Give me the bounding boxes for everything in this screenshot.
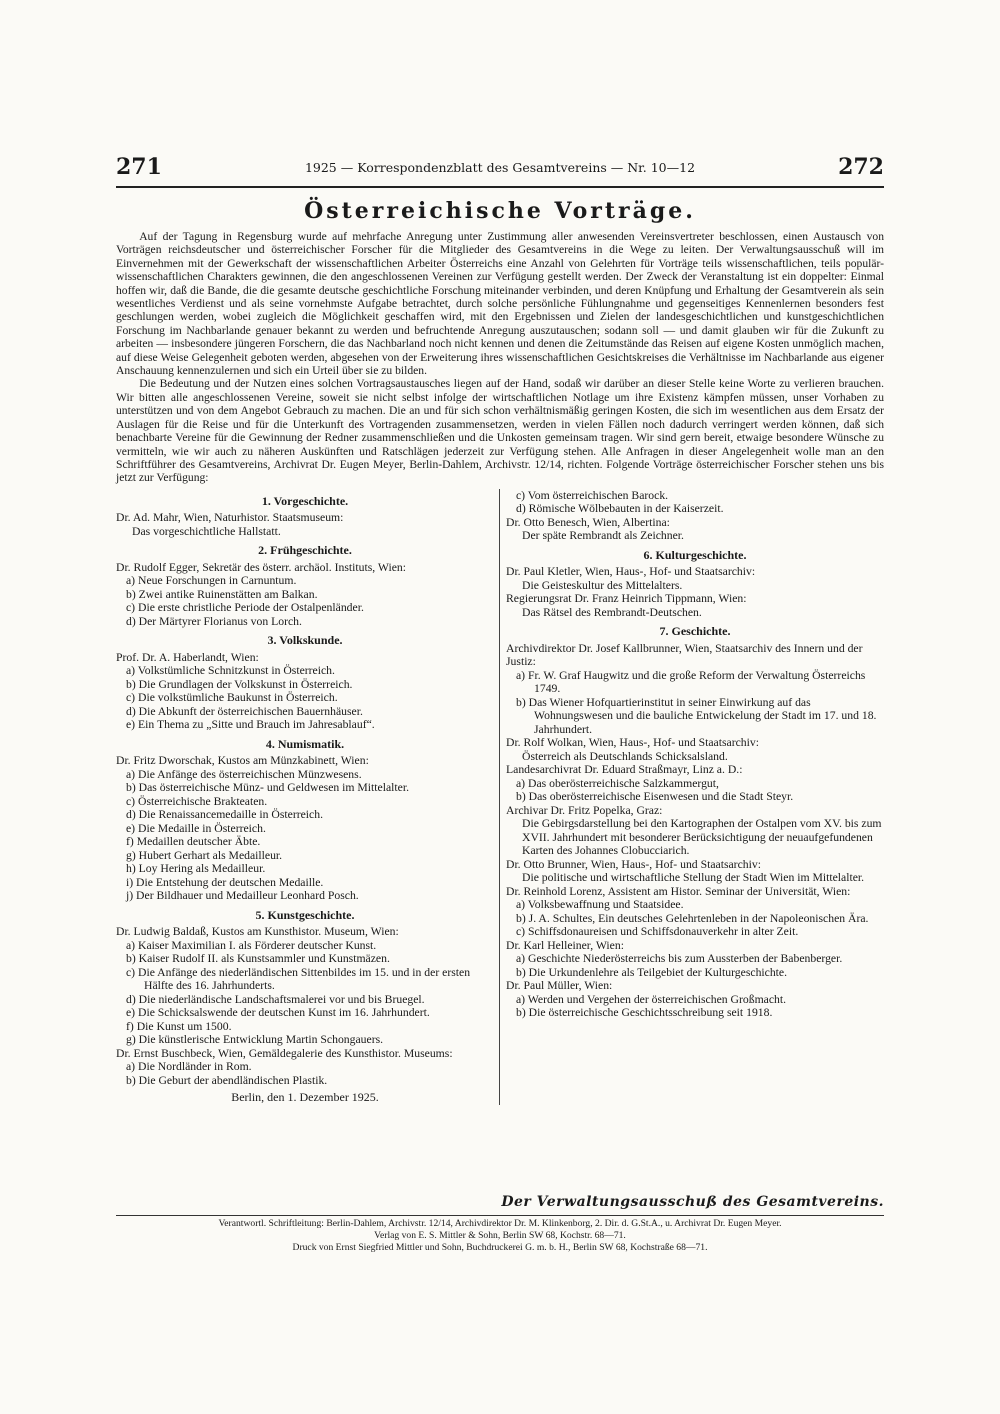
lecture-topic: b) Die österreichische Geschichtsschreibung seit 1918. — [516, 1006, 773, 1020]
lecture-topic: b) J. A. Schultes, Ein deutsches Gelehrtenleben in der Napoleonischen Ära. — [516, 911, 869, 925]
lecture-topic: a) Neue Forschungen in Carnuntum. — [126, 574, 297, 588]
lecture-topic: b) Die Geburt der abendländischen Plastik. — [126, 1073, 328, 1087]
lecturer-entry — [506, 642, 884, 737]
topic-list — [116, 574, 494, 628]
topic-list — [506, 669, 884, 737]
lecture-topic: e) Die Schicksalswende der deutschen Kunst im 16. Jahrhundert. — [126, 1006, 430, 1020]
lecture-topic: Der späte Rembrandt als Zeichner. — [522, 529, 684, 543]
topic-list — [506, 898, 884, 939]
lecture-topic: c) Österreichische Brakteaten. — [126, 794, 268, 808]
lecturer: Regierungsrat Dr. Franz Heinrich Tippmann, Wien: — [506, 592, 747, 606]
lecturer: Landesarchivrat Dr. Eduard Straßmayr, Linz a. D.: — [506, 763, 743, 777]
lecture-topic: e) Ein Thema zu „Sitte und Brauch im Jahresablauf“. — [126, 718, 375, 732]
lecture-topic: g) Hubert Gerhart als Medailleur. — [126, 848, 283, 862]
lecture-topic: c) Die erste christliche Periode der Ostalpenländer. — [126, 601, 364, 615]
lecture-topic: h) Loy Hering als Medailleur. — [126, 862, 266, 876]
lecture-topic: c) Vom österreichischen Barock. — [516, 488, 669, 502]
lecture-topic: b) Die Urkundenlehre als Teilgebiet der Kulturgeschichte. — [516, 965, 788, 979]
imprint-footer — [116, 1215, 884, 1254]
section-title: 5. Kunstgeschichte. — [255, 907, 355, 922]
topic-list — [506, 952, 884, 979]
lecturer: Dr. Ad. Mahr, Wien, Naturhistor. Staatsmuseum: — [116, 511, 344, 525]
running-title: 1925 — Korrespondenzblatt des Gesamtvereins — Nr. 10—12 — [304, 160, 696, 175]
left-column — [116, 489, 494, 1105]
lecture-topic: a) Werden und Vergehen der österreichischen Großmacht. — [516, 992, 787, 1006]
topic-list — [506, 993, 884, 1020]
lecture-topic: g) Die künstlerische Entwicklung Martin Schongauers. — [126, 1033, 384, 1047]
lecturer-entry — [506, 858, 884, 885]
topic-list — [506, 777, 884, 804]
topic-list — [116, 1060, 494, 1087]
page — [116, 152, 884, 1105]
lecture-topic: Das Rätsel des Rembrandt-Deutschen. — [522, 605, 702, 619]
lecturer-entry — [506, 939, 884, 980]
lecture-topic: a) Volksbewaffnung und Staatsidee. — [516, 898, 684, 912]
topic-list — [506, 489, 884, 516]
lecturer: Archivdirektor Dr. Josef Kallbrunner, Wien, Staatsarchiv des Innern und der Justiz: — [506, 641, 863, 669]
page-number-left: 271 — [116, 154, 162, 180]
publisher-line: Verlag von E. S. Mittler & Sohn, Berlin SW 68, Kochstr. 68—71. — [374, 1230, 626, 1241]
lecturer: Dr. Rudolf Egger, Sekretär des österr. archäol. Instituts, Wien: — [116, 560, 406, 574]
printer-line: Druck von Ernst Siegfried Mittler und Sohn, Buchdruckerei G. m. b. H., Berlin SW 68, Kochstraße 68—71. — [292, 1242, 708, 1253]
lecture-topic: f) Medaillen deutscher Äbte. — [126, 835, 261, 849]
lecturer-entry — [116, 561, 494, 629]
lecture-topic: d) Die niederländische Landschaftsmalerei vor und bis Bruegel. — [126, 992, 425, 1006]
lecture-topic: a) Das oberösterreichische Salzkammergut, — [516, 776, 719, 790]
section-title: 7. Geschichte. — [659, 624, 731, 639]
lecturer-entry — [116, 651, 494, 732]
lecture-topic: d) Die Renaissancemedaille in Österreich. — [126, 808, 323, 822]
lecture-topic: f) Die Kunst um 1500. — [126, 1019, 232, 1033]
lecturer: Dr. Ludwig Baldaß, Kustos am Kunsthistor. Museum, Wien: — [116, 925, 399, 939]
lecture-topic: e) Die Medaille in Österreich. — [126, 821, 266, 835]
lecture-topic: a) Fr. W. Graf Haugwitz und die große Reform der Verwaltung Österreichs 1749. — [516, 668, 866, 696]
page-number-right: 272 — [838, 154, 884, 180]
committee-signature: Der Verwaltungsausschuß des Gesamtvereins. — [501, 1194, 884, 1210]
section-title: 1. Vorgeschichte. — [261, 493, 349, 508]
lecturer-entry — [506, 565, 884, 592]
lecture-topic: c) Die volkstümliche Baukunst in Österreich. — [126, 691, 338, 705]
section-title: 3. Volkskunde. — [267, 633, 343, 648]
lecture-topic: a) Geschichte Niederösterreichs bis zum Aussterben der Babenberger. — [516, 952, 843, 966]
lecture-topic: a) Die Anfänge des österreichischen Münzwesens. — [126, 767, 362, 781]
section-title: 6. Kulturgeschichte. — [643, 547, 747, 562]
lecture-topic: b) Das Wiener Hofquartierinstitut in seiner Einwirkung auf das Wohnungswesen und die bauliche Entwickelung der Stadt im 17. und 18. Jahrhundert. — [516, 695, 877, 736]
lecture-topic: Die Geisteskultur des Mittelalters. — [522, 578, 683, 592]
lecturer-entry — [116, 1047, 494, 1088]
lecturer: Prof. Dr. A. Haberlandt, Wien: — [116, 650, 259, 664]
lecturer-entry — [506, 804, 884, 858]
lecture-topic: Die politische und wirtschaftliche Stellung der Stadt Wien im Mittelalter. — [522, 871, 865, 885]
editorial-line: Verantwortl. Schriftleitung: Berlin-Dahlem, Archivstr. 12/14, Archivdirektor Dr. M. Klinkenborg, 2. Dir. d. G.St.A., u. Archivrat Dr. Eugen Meyer. — [218, 1218, 782, 1229]
lecture-topic: j) Der Bildhauer und Medailleur Leonhard Posch. — [126, 889, 359, 903]
topic-list — [116, 664, 494, 732]
lecturer: Dr. Karl Helleiner, Wien: — [506, 938, 624, 952]
section-title: 2. Frühgeschichte. — [258, 543, 352, 558]
section-title: 4. Numismatik. — [265, 736, 345, 751]
article-title: Österreichische Vorträge. — [304, 198, 696, 224]
lecture-topic: b) Das oberösterreichische Eisenwesen und die Stadt Steyr. — [516, 790, 794, 804]
lecturer-entry-continued — [506, 489, 884, 516]
lecture-topic: d) Römische Wölbebauten in der Kaiserzeit. — [516, 502, 724, 516]
lecture-topic: a) Die Nordländer in Rom. — [126, 1060, 252, 1074]
lecture-topic: d) Die Abkunft der österreichischen Bauernhäuser. — [126, 704, 363, 718]
right-column — [506, 489, 884, 1105]
lecturer-entry — [116, 754, 494, 903]
running-header — [116, 152, 884, 188]
lecturer: Dr. Otto Brunner, Wien, Haus-, Hof- und Staatsarchiv: — [506, 857, 761, 871]
lecture-topic: a) Kaiser Maximilian I. als Förderer deutscher Kunst. — [126, 938, 377, 952]
lecturer: Dr. Reinhold Lorenz, Assistent am Histor. Seminar der Universität, Wien: — [506, 884, 851, 898]
lecture-topic: b) Kaiser Rudolf II. als Kunstsammler und Kunstmäzen. — [126, 952, 390, 966]
lecturer: Dr. Ernst Buschbeck, Wien, Gemäldegalerie des Kunsthistor. Museums: — [116, 1046, 453, 1060]
date-line: Berlin, den 1. Dezember 1925. — [231, 1090, 379, 1105]
lecture-topic: a) Volkstümliche Schnitzkunst in Österreich. — [126, 664, 335, 678]
lecturer-entry — [506, 979, 884, 1020]
lecturer-entry — [506, 763, 884, 804]
lecturer: Dr. Paul Kletler, Wien, Haus-, Hof- und Staatsarchiv: — [506, 565, 756, 579]
lecturer-entry — [506, 516, 884, 543]
lecturer: Dr. Fritz Dworschak, Kustos am Münzkabinett, Wien: — [116, 754, 369, 768]
lecturer: Dr. Otto Benesch, Wien, Albertina: — [506, 515, 670, 529]
lecturer-entry — [116, 511, 494, 538]
lecture-topic: b) Die Grundlagen der Volkskunst in Österreich. — [126, 677, 353, 691]
topic-list — [116, 768, 494, 903]
lecture-topic: c) Schiffsdonaureisen und Schiffsdonauverkehr in alter Zeit. — [516, 925, 799, 939]
lecture-topic: Das vorgeschichtliche Hallstatt. — [132, 524, 281, 538]
lecture-topic: Österreich als Deutschlands Schicksalsland. — [522, 749, 728, 763]
lecture-topic: b) Das österreichische Münz- und Geldwesen im Mittelalter. — [126, 781, 410, 795]
lecturer-entry — [506, 885, 884, 939]
lecture-topic: b) Zwei antike Ruinenstätten am Balkan. — [126, 587, 318, 601]
lecture-columns — [116, 489, 884, 1105]
lecturer: Dr. Rolf Wolkan, Wien, Haus-, Hof- und Staatsarchiv: — [506, 736, 759, 750]
lecturer: Archivar Dr. Fritz Popelka, Graz: — [506, 803, 663, 817]
intro-paragraph-1: Auf der Tagung in Regensburg wurde auf mehrfache Anregung unter Zustimmung aller anwesenden Vereinsvertreter beschlossen, einen Austausch von Vorträgen reichsdeutscher und österreichischer Forscher für die Mitglieder des Gesamtvereins in die Wege zu leiten. Der Verwaltungsausschuß will im Einvernehmen mit der Gewerkschaft der wissenschaftlichen Arbeiter Österreichs eine Anzahl von Gelehrten für Vorträge teils wissenschaftlichen, teils populär-wissenschaftlichen Charakters gewinnen, die den angeschlossenen Vereinen zur Verfügung gestellt werden. Der Zweck der Veranstaltung ist ein doppelter: Einmal hoffen wir, daß die Bande, die die gesamte deutsche geschichtliche Forschung miteinander verbinden, und deren Knüpfung und Erhaltung der Gesamtverein als sein wesentliches Verdienst und als seine vornehmste Aufgabe betrachtet, durch solche persönliche Fühlungnahme und gegenseitiges Kennenlernen besonders fest geschlungen werden, wobei zugleich die Möglichkeit geschaffen wird, mit den Ergebnissen und Zielen der landesgeschichtlichen und kunstgeschichtlichen Forschung im Nachbarlande genauer bekannt zu werden und befruchtende Anregung auszutauschen; sodann soll — und damit glauben wir für die Zukunft zu arbeiten — insbesondere jüngeren Forschern, die das Nachbarland noch nicht kennen und denen die Zeitumstände das Reisen auf eigene Kosten unmöglich machen, auf diese Weise Gelegenheit geboten werden, abgesehen von der Erweiterung ihres wissenschaftlichen Gesichtskreises die Verhältnisse im Nachbarlande aus eigener Anschauung kennenzulernen und sich ein Urteil über sie zu bilden. — [116, 230, 884, 378]
intro-paragraph-2: Die Bedeutung und der Nutzen eines solchen Vortragsaustausches liegen auf der Hand, sodaß wir darüber an dieser Stelle keine Worte zu verlieren brauchen. Wir bitten alle angeschlossenen Vereine, soweit sie nicht selbst infolge der wirtschaftlichen Notlage um ihre Existenz kämpfen müssen, unser Vorhaben zu unterstützen und von dem Angebot Gebrauch zu machen. Die an und für sich schon verhältnismäßig geringen Kosten, die sich im wesentlichen aus dem Ersatz der Auslagen für die Reise und für die Unterkunft des Vortragenden zusammensetzen, werden in vielen Fällen noch dadurch verringert werden können, daß sich benachbarte Vereine für die Gewinnung der Redner zusammenschließen und die Unkosten gemeinsam tragen. Wir sind gern bereit, etwaige besondere Wünsche zu vermitteln, wie wir auch zu näheren Auskünften und Ratschlägen jederzeit zur Verfügung stehen. Alle Anfragen in dieser Angelegenheit wolle man an den Schriftführer des Gesamtvereins, Archivrat Dr. Eugen Meyer, Berlin-Dahlem, Archivstr. 12/14, richten. Folgende Vorträge österreichischer Forscher stehen uns bis jetzt zur Verfügung: — [116, 377, 884, 485]
intro-text — [116, 230, 884, 485]
lecturer-entry — [506, 592, 884, 619]
lecturer-entry — [116, 925, 494, 1047]
lecturer: Dr. Paul Müller, Wien: — [506, 979, 613, 993]
lecture-topic: c) Die Anfänge des niederländischen Sittenbildes im 15. und in der ersten Hälfte des 16. Jahrhunderts. — [126, 965, 471, 993]
lecture-topic: Die Gebirgsdarstellung bei den Kartographen der Ostalpen vom XV. bis zum XVII. Jahrhundert mit besonderer Berücksichtigung der neuaufgefundenen Karten des Johannes Clobucciarich. — [522, 817, 882, 858]
lecturer-entry — [506, 736, 884, 763]
lecture-topic: i) Die Entstehung der deutschen Medaille. — [126, 875, 324, 889]
lecture-topic: d) Der Märtyrer Florianus von Lorch. — [126, 614, 302, 628]
topic-list — [116, 939, 494, 1047]
